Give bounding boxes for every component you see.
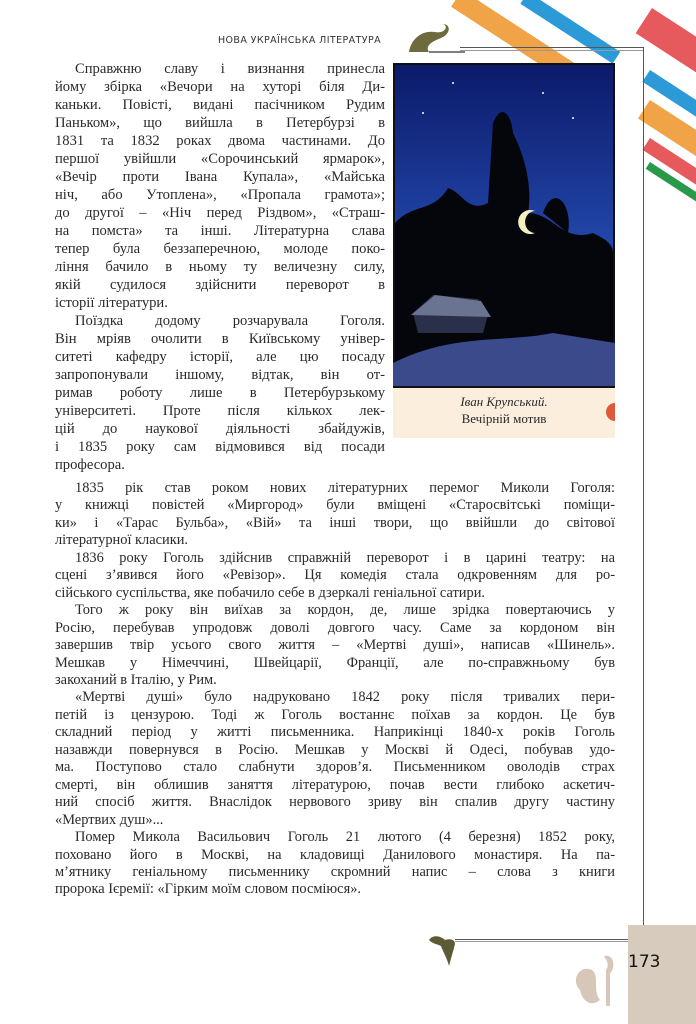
- text-line: ки» і «Тарас Бульба», «Вій» та інші твори, що ввійшли до світової: [55, 514, 615, 531]
- text-line: ний спосіб життя. Внаслідок нервового зриву він спалив другу частину: [55, 794, 615, 811]
- page-number-box: [628, 925, 696, 1024]
- ornament-corner-icon: [570, 950, 620, 1010]
- text-line: Він мріяв очолити в Київському універ-: [55, 331, 385, 347]
- text-line: назавжди повернувся в Росію. Мешкав у Москві й Одесі, побував удо-: [55, 741, 615, 758]
- text-line: ніч, або Утоплена», «Пропала грамота»;: [55, 187, 385, 203]
- ornament-top-icon: [405, 22, 465, 56]
- page-number: 173: [628, 952, 661, 972]
- frame-right-rule: [643, 47, 644, 940]
- text-line: складний період у житті письменника. Наприкінці 1840-х років Гоголь: [55, 724, 615, 741]
- text-line: ління бачило в ньому ту величезну силу,: [55, 259, 385, 275]
- text-line: у книжці повістей «Миргород» були вміщені «Старосвітські поміщи-: [55, 497, 615, 514]
- text-line: завершив твір усього свого життя – «Мертві душі», написав «Шинель».: [55, 637, 615, 654]
- text-line: і 1835 року сам відмовився від посади: [55, 439, 385, 455]
- text-line: цій до наукової діяльності збайдужів,: [55, 421, 385, 437]
- text-line: університеті. Проте після кількох лек-: [55, 403, 385, 419]
- text-line: пророка Ієремії: «Гірким моїм словом посміюся».: [55, 881, 361, 898]
- frame-bottom-rule: [455, 939, 644, 942]
- stripe-red: [636, 8, 696, 77]
- text-line: римав роботу лише в Петербурзькому: [55, 385, 385, 401]
- text-line: першої увійшли «Сорочинський ярмарок»,: [55, 151, 385, 167]
- text-line: Того ж року він виїхав за кордон, де, лише зрідка повертаючись у: [75, 602, 615, 619]
- text-line: ма. Поступово стало слабнути здоров’я. Письменником оволодів страх: [55, 759, 615, 776]
- text-line: професора.: [55, 457, 125, 473]
- full-width-text: [55, 480, 615, 899]
- text-line: Росію, перебував упродовж доволі довгого часу. Саме за кордоном він: [55, 619, 615, 636]
- text-line: на помста» та інші. Літературна слава: [55, 223, 385, 239]
- text-line: «Вечір проти Івана Купала», «Майська: [55, 169, 385, 185]
- text-line: м’ятнику геніальному письменнику скромний напис – слова з книги: [55, 863, 615, 880]
- text-line: тепер була беззаперечною, молоде поко-: [55, 241, 385, 257]
- text-line: смерті, він облишив заняття літературою, почав вести глибоко аскетич-: [55, 776, 615, 793]
- text-line: історії літератури.: [55, 295, 168, 311]
- text-line: Паньком», що вийшла в Петербурзі в: [55, 115, 385, 131]
- text-line: сійського суспільства, яке побачило себе в дзеркалі геніальної сатири.: [55, 584, 485, 601]
- text-line: Мешкав у Німеччині, Швейцарії, Франції, але по-справжньому був: [55, 654, 615, 671]
- text-line: «Мертвих душ»...: [55, 811, 164, 828]
- caption-author: Іван Крупський.: [460, 394, 548, 409]
- painting-evening-motif: [393, 63, 615, 388]
- text-line: 1836 року Гоголь здійснив справжній переворот і в царині театру: на: [75, 549, 615, 566]
- text-line: ситеті кафедру історії, але цю посаду: [55, 349, 385, 365]
- text-line: йому збірка «Вечори на хуторі біля Ди-: [55, 79, 385, 95]
- text-line: Справжню славу і визнання принесла: [75, 61, 385, 77]
- left-column-text: [55, 60, 385, 474]
- text-line: 1831 та 1832 роках двома частинами. До: [55, 133, 385, 149]
- text-line: літературної класики.: [55, 532, 188, 549]
- painting-figure: [393, 63, 615, 438]
- ornament-bottom-icon: [425, 932, 465, 968]
- text-line: закоханий в Італію, у Рим.: [55, 671, 217, 688]
- frame-top-rule: [460, 47, 644, 51]
- text-line: «Мертві душі» було надруковано 1842 року після тривалих пери-: [75, 689, 615, 706]
- text-line: 1835 рік став роком нових літературних перемог Миколи Гоголя:: [75, 480, 615, 496]
- text-line: сцені з’явився його «Ревізор». Ця комедія стала одкровенням для ро-: [55, 567, 615, 584]
- text-line: до другої – «Ніч перед Різдвом», «Страш-: [55, 205, 385, 221]
- running-title: НОВА УКРАЇНСЬКА ЛІТЕРАТУРА: [218, 35, 381, 46]
- text-line: поховано його в Москві, на кладовищі Данилового монастиря. На па-: [55, 846, 615, 863]
- text-line: каньки. Повісті, видані пасічником Рудим: [55, 97, 385, 113]
- text-line: Поїздка додому розчарувала Гоголя.: [75, 313, 385, 329]
- text-line: запропонували іншому, відтак, він от-: [55, 367, 385, 383]
- text-line: Помер Микола Васильович Гоголь 21 лютого (4 березня) 1852 року,: [75, 829, 615, 846]
- text-line: якій судилося здійснити переворот в: [55, 277, 385, 293]
- text-line: петій із цензурою. Тоді ж Гоголь востаннє поїхав за кордон. Це був: [55, 706, 615, 723]
- caption-title: Вечірній мотив: [461, 411, 547, 426]
- figure-caption: [393, 393, 615, 427]
